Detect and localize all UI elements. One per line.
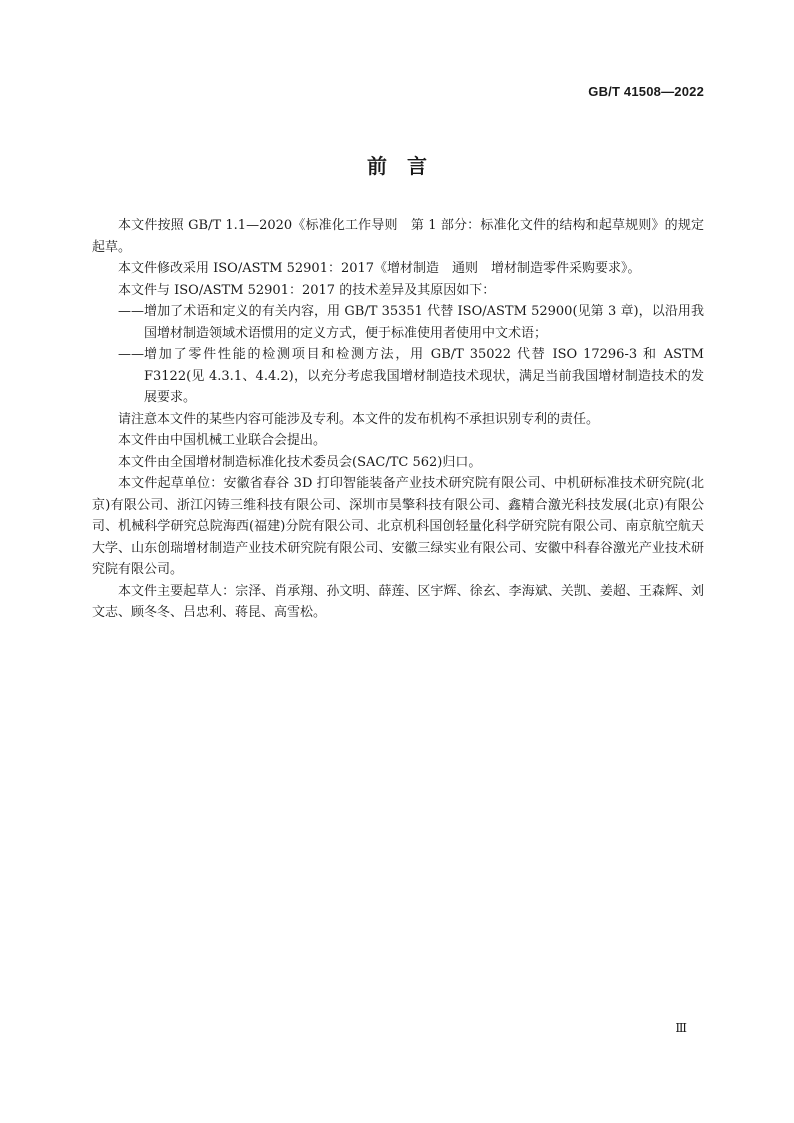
paragraph-proposer: 本文件由中国机械工业联合会提出。 bbox=[118, 433, 327, 448]
paragraph-differences-intro: 本文件与 ISO/ASTM 52901：2017 的技术差异及其原因如下： bbox=[118, 282, 496, 298]
page-title: 前 言 bbox=[367, 154, 427, 178]
paragraph-adoption: 本文件修改采用 ISO/ASTM 52901：2017《增材制造 通则 增材制造零件采购要求》。 bbox=[118, 261, 641, 276]
difference-text: 增加了术语和定义的有关内容，用 GB/T 35351 代替 ISO/ASTM 52900(见第 3 章)，以沿用我国增材制造领域术语惯用的定义方式，便于标准使用者使用中文术语； bbox=[144, 304, 704, 341]
dash-marker: —— bbox=[118, 304, 144, 319]
standard-code: GB/T 41508—2022 bbox=[588, 84, 704, 99]
paragraph-drafting-rules: 本文件按照 GB/T 1.1—2020《标准化工作导则 第 1 部分：标准化文件的结构和起草规则》的规定起草。 bbox=[92, 218, 704, 255]
paragraph-drafters: 本文件主要起草人：宗泽、肖承翔、孙文明、薛莲、区宇辉、徐玄、李海斌、关凯、姜超、王森辉、刘文志、顾冬冬、吕忠利、蒋昆、高雪松。 bbox=[92, 583, 704, 620]
paragraph-drafting-units: 本文件起草单位：安徽省春谷 3D 打印智能装备产业技术研究院有限公司、中机研标准技术研究院(北京)有限公司、浙江闪铸三维科技有限公司、深圳市昊擎科技有限公司、鑫精合激光科技发展(北京)有限公司、机械科学研究总院海西(福建)分院有限公司、北京机科国创轻量化科学研究院有限公司、南京航空航天大学、山东创瑞增材制造产业技术研究院有限公司、安徽三绿实业有限公司、安徽中科春谷激光产业技术研究院有限公司。 bbox=[92, 476, 704, 577]
paragraph-patent-notice: 请注意本文件的某些内容可能涉及专利。本文件的发布机构不承担识别专利的责任。 bbox=[118, 411, 600, 427]
dash-marker: —— bbox=[118, 347, 144, 362]
difference-item bbox=[92, 301, 704, 344]
difference-text: 增加了零件性能的检测项目和检测方法，用 GB/T 35022 代替 ISO 17296-3 和 ASTM F3122(见 4.3.1、4.4.2)，以充分考虑我国增材制造技术现状，满足当前我国增材制造技术的发展要求。 bbox=[144, 347, 704, 405]
foreword-body bbox=[92, 215, 704, 624]
difference-item bbox=[92, 344, 704, 409]
paragraph-committee: 本文件由全国增材制造标准化技术委员会(SAC/TC 562)归口。 bbox=[118, 454, 482, 470]
page-number: Ⅲ bbox=[675, 1021, 687, 1035]
